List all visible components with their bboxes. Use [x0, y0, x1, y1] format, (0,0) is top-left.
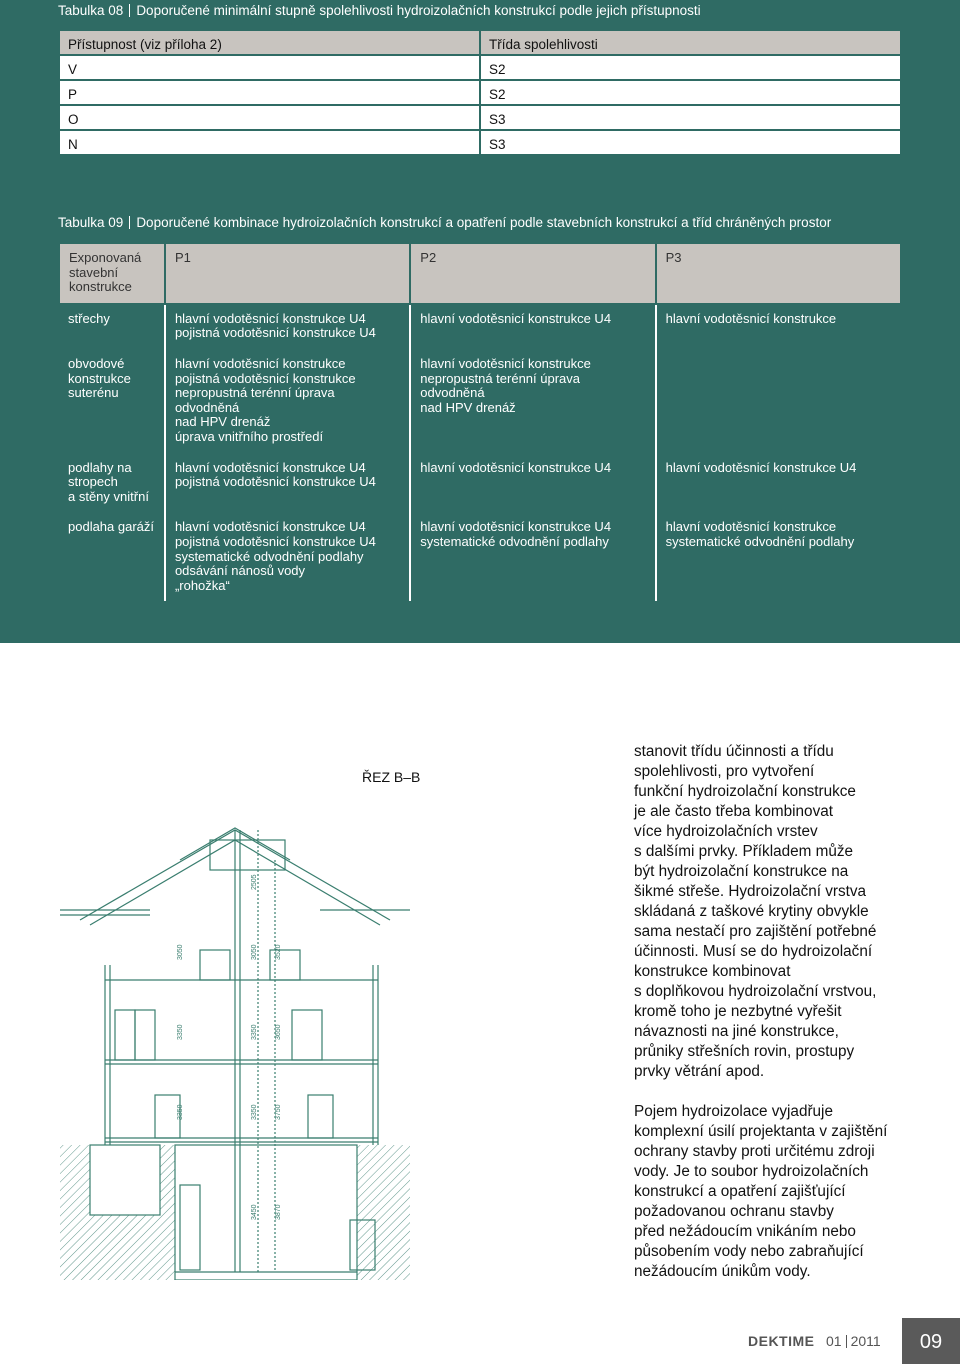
table09-cell: podlaha garáží: [59, 513, 165, 601]
footer-year: 2011: [850, 1333, 881, 1349]
text-line: více hydroizolačních vrstev: [634, 823, 818, 840]
table09-header-cell: P1: [165, 243, 410, 304]
text-line: kromě toho je nezbytné vyřešit: [634, 1003, 842, 1020]
table-row: [59, 130, 901, 155]
dimension-label: 3450: [251, 1204, 258, 1220]
table09-number: Tabulka 09: [58, 215, 124, 230]
table08-cell: S2: [480, 80, 901, 105]
table09-caption: [58, 215, 831, 230]
table08-cell: S2: [480, 55, 901, 80]
table08-caption: [58, 3, 701, 18]
text-line: je ale často třeba kombinovat: [634, 803, 833, 820]
table08-cell: V: [59, 55, 480, 80]
table-row: [59, 304, 901, 350]
text-line: komplexní úsilí projektanta v zajištění: [634, 1123, 888, 1140]
table-row: [59, 513, 901, 601]
table09-cell: hlavní vodotěsnicí konstrukce U4: [656, 453, 901, 513]
table-row: [59, 80, 901, 105]
table08-cell: P: [59, 80, 480, 105]
table09-header-cell: P2: [410, 243, 655, 304]
text-line: konstrukcí a opatření zajišťující: [634, 1183, 846, 1200]
table09-header-cell: P3: [656, 243, 901, 304]
table08-cell: S3: [480, 105, 901, 130]
table08-number: Tabulka 08: [58, 3, 124, 18]
table09-cell: střechy: [68, 310, 110, 326]
teal-panel: [0, 0, 960, 643]
table09-cell: hlavní vodotěsnicí konstrukce U4: [410, 453, 655, 513]
text-line: požadovanou ochranu stavby: [634, 1203, 834, 1220]
text-line: působením vody nebo zabraňující: [634, 1243, 864, 1260]
text-line: průniky střešních rovin, prostupy: [634, 1043, 855, 1060]
text-line: Pojem hydroizolace vyjadřuje: [634, 1103, 833, 1120]
dimension-label: 3350: [177, 1024, 184, 1040]
footer-issue: [826, 1333, 881, 1349]
text-line: funkční hydroizolační konstrukce: [634, 783, 856, 800]
table09-cell: hlavní vodotěsnicí konstrukce: [656, 304, 901, 350]
table09-cell: [656, 349, 901, 453]
table08-cell: N: [59, 130, 480, 155]
table08-title: Doporučené minimální stupně spolehlivosti hydroizolačních konstrukcí podle jejich přístupnosti: [136, 3, 701, 18]
dimension-label: 3050: [251, 944, 258, 960]
dimension-label: 3520: [275, 944, 282, 960]
text-line: nežádoucím únikům vody.: [634, 1263, 811, 1280]
table08-header-cell: Třída spolehlivosti: [480, 30, 901, 55]
text-line: návaznosti na jiné konstrukce,: [634, 1023, 839, 1040]
table09-cell: hlavní vodotěsnicí konstrukce U4: [410, 304, 655, 350]
table-row: [59, 453, 901, 513]
body-text-2: [634, 1102, 914, 1282]
dimension-label: 3870: [275, 1204, 282, 1220]
text-line: skládaná z taškové krytiny obvykle: [634, 903, 869, 920]
text-line: stanovit třídu účinnosti a třídu: [634, 743, 834, 760]
text-line: účinnosti. Musí se do hydroizolační: [634, 943, 873, 960]
table09-cell: hlavní vodotěsnicí konstrukce U4 pojistná vodotěsnicí konstrukce U4: [165, 304, 410, 350]
table08-cell: O: [59, 105, 480, 130]
dimension-label: 2505: [251, 874, 258, 890]
table08-cell: S3: [480, 130, 901, 155]
text-line: s dalšími prvky. Příkladem může: [634, 843, 854, 860]
dimension-label: 3750: [275, 1104, 282, 1120]
table09-title: Doporučené kombinace hydroizolačních konstrukcí a opatření podle stavebních konstrukcí a tříd chráněných prostor: [136, 215, 832, 230]
table09-cell: hlavní vodotěsnicí konstrukce pojistná vodotěsnicí konstrukce nepropustná terénní úprava odvodněná nad HPV drenáž úprava vnitřního prostředí: [165, 349, 410, 453]
dimension-label: 3350: [177, 1104, 184, 1120]
text-line: vody. Je to soubor hydroizolačních: [634, 1163, 869, 1180]
table08: [58, 29, 902, 156]
text-line: ochrany stavby proti určitému zdroji: [634, 1143, 875, 1160]
table09-cell: hlavní vodotěsnicí konstrukce U4 pojistná vodotěsnicí konstrukce U4: [165, 453, 410, 513]
text-line: šikmé střeše. Hydroizolační vrstva: [634, 883, 867, 900]
dimension-label: 3350: [251, 1024, 258, 1040]
text-line: sama nestačí pro zajištění potřebné: [634, 923, 877, 940]
table09-cell: podlahy na stropech a stěny vnitřní: [59, 453, 165, 513]
footer-issue-number: 01: [826, 1333, 842, 1349]
table-row: [59, 55, 901, 80]
text-line: spolehlivosti, pro vytvoření: [634, 763, 815, 780]
dimension-label: 3350: [251, 1104, 258, 1120]
table-row: [59, 105, 901, 130]
text-line: s doplňkovou hydroizolační vrstvou,: [634, 983, 877, 1000]
table09-header-cell: Exponovaná stavební konstrukce: [59, 243, 165, 304]
dimension-label: 3050: [177, 944, 184, 960]
section-drawing: [60, 800, 410, 1280]
text-line: před nežádoucím vnikáním nebo: [634, 1223, 856, 1240]
text-line: prvky větrání apod.: [634, 1063, 765, 1080]
table09: [58, 242, 902, 601]
drawing-title: ŘEZ B–B: [362, 769, 421, 785]
text-line: být hydroizolační konstrukce na: [634, 863, 849, 880]
table09-cell: hlavní vodotěsnicí konstrukce U4 systematické odvodnění podlahy: [410, 513, 655, 601]
table09-cell: hlavní vodotěsnicí konstrukce systematické odvodnění podlahy: [656, 513, 901, 601]
table-row: [59, 349, 901, 453]
table09-cell: obvodové konstrukce suterénu: [59, 349, 165, 453]
table09-cell: hlavní vodotěsnicí konstrukce nepropustná terénní úprava odvodněná nad HPV drenáž: [410, 349, 655, 453]
body-text-1: [634, 742, 914, 1082]
text-line: konstrukce kombinovat: [634, 963, 791, 980]
dimension-label: 3650: [275, 1024, 282, 1040]
table08-header-cell: Přístupnost (viz příloha 2): [59, 30, 480, 55]
footer-brand: DEKTIME: [748, 1333, 815, 1349]
page-number: 09: [902, 1318, 960, 1364]
table09-cell: hlavní vodotěsnicí konstrukce U4 pojistná vodotěsnicí konstrukce U4 systematické odvodnění podlahy odsávání nánosů vody „rohožka“: [165, 513, 410, 601]
